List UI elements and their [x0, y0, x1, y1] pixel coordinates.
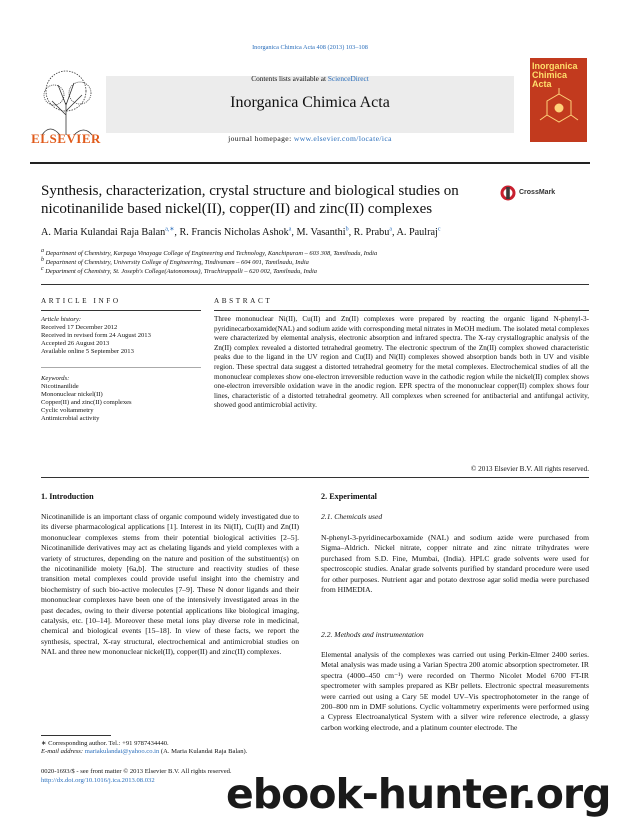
- contents-prefix: Contents lists available at: [251, 74, 328, 83]
- journal-citation[interactable]: Inorganica Chimica Acta 408 (2013) 103–108: [252, 44, 368, 51]
- keyword[interactable]: Antimicrobial activity: [41, 415, 100, 422]
- elsevier-wordmark: ELSEVIER: [31, 131, 101, 146]
- methods-heading: 2.2. Methods and instrumentation: [321, 630, 424, 639]
- issn-line: 0020-1693/$ - see front matter © 2013 Elsevier B.V. All rights reserved.: [41, 768, 232, 775]
- abstract-divider: [214, 310, 589, 311]
- cover-molecule-icon: [538, 88, 580, 132]
- keywords-divider: [41, 367, 201, 368]
- keyword[interactable]: Cyclic voltammetry: [41, 407, 94, 414]
- keyword[interactable]: Nicotinanilide: [41, 383, 79, 390]
- homepage-link[interactable]: www.elsevier.com/locate/ica: [293, 134, 392, 143]
- author[interactable]: M. Vasanthi$^b$,: [296, 227, 354, 239]
- contents-line: [106, 74, 514, 83]
- author[interactable]: R. Francis Nicholas Ashok$^a$,: [179, 227, 297, 239]
- keyword[interactable]: Mononuclear nickel(II): [41, 391, 103, 398]
- author[interactable]: A. Maria Kulandai Raja Balan$^{a,∗}$,: [41, 227, 180, 239]
- chemicals-text: N-phenyl-3-pyridinecarboxamide (NAL) and sodium azide were purchased from Sigma–Aldrich. Nickel nitrate, copper nitrate and zinc nitrate trihydrates were purchased from S.D. Fine, Mumbai, (India). HPLC grade solvents were used for spectroscopic studies. Analar grade solvents purified by standard procedure were used for other purposes. Nutrient agar and potato dextrose agar solid media were purchased from HIMEDIA.: [321, 533, 589, 595]
- history-item: Received in revised form 24 August 2013: [41, 332, 151, 339]
- info-divider: [41, 310, 201, 311]
- history-label: Article history:: [41, 316, 82, 323]
- article-title: Synthesis, characterization, crystal structure and biological studies on nicotinanilide based nickel(II), copper(II) and zinc(II) complexes: [41, 183, 459, 217]
- introduction-heading: 1. Introduction: [41, 492, 94, 501]
- crossmark-label[interactable]: CrossMark: [519, 189, 556, 196]
- methods-text: Elemental analysis of the complexes was carried out using Perkin-Elmer 2400 series. Metal analysis was made using a Varian Spectra 200 atomic absorption spectrometer. IR spectra (4000–450 cm⁻¹) were recorded on Thermo Nicolet Model 6700 FT-IR spectrometer with samples prepared as KBr pellets. Electronic spectral measurements were carried out using a Cary 5E model UV–Vis spectrophotometer in the range of 200–800 nm in DMF solutions. Cyclic voltammetry experiments were performed using a Cypress Electroanalytical System with a silver wire reference electrode, a glassy carbon working electrode, and a platinum counter electrode. The: [321, 650, 589, 732]
- abstract-heading: ABSTRACT: [214, 297, 273, 305]
- abstract-text: Three mononuclear Ni(II), Cu(II) and Zn(II) complexes were prepared by reacting the organic ligand N-phenyl-3-pyridinecarboxamide(NAL) and sodium azide with corresponding metal nitrates in MeOH medium. The isolated metal complexes were characterized by elemental analysis, electronic absorption and infrared spectra. The X-ray crystallographic analysis of the Zn(II) complex revealed a distorted tetrahedral geometry. The electronic spectrum of the Zn(II) complex showed characteristic peaks due to the ligand in the UV region and Cu(II) and Ni(II) complexes showed absorption bands both in UV and visible region. These spectral data suggest a distorted tetrahedral geometry for the metal complexes. Electrochemical studies of all the mononuclear complexes show one-electron irreversible reduction wave in the cathodic region while the nickel(II) complex shows one-electron irreversible oxidation wave in the anodic region. EPR spectra of the mononuclear copper(II) complex shows four lines, characteristic of a distorted tetrahedral geometry. All complexes when screened for antibacterial and antifungal activity, showed good antimicrobial activity.: [214, 315, 589, 410]
- abstract-copyright: © 2013 Elsevier B.V. All rights reserved.: [470, 465, 589, 473]
- sciencedirect-link[interactable]: ScienceDirect: [327, 74, 369, 83]
- watermark-text: ebook-hunter.org: [226, 770, 611, 818]
- header-divider: [30, 162, 590, 164]
- affiliation-c: $^c$ Department of Chemistry, St. Joseph's College(Autonomous), Tiruchirappalli – 620 002, Tamilnadu, India: [41, 266, 317, 276]
- corresponding-author-note: ∗ Corresponding author. Tel.: +91 9787434440.: [41, 740, 169, 747]
- chemicals-heading: 2.1. Chemicals used: [321, 512, 383, 521]
- cover-title: Inorganica Chimica Acta: [532, 61, 578, 89]
- journal-title: Inorganica Chimica Acta: [230, 94, 390, 111]
- abstract-end-divider: [41, 477, 589, 478]
- author-list: [41, 226, 601, 238]
- history-item: Accepted 26 August 2013: [41, 340, 110, 347]
- author[interactable]: R. Prabu$^a$,: [353, 227, 397, 239]
- affiliation-b: $^b$ Department of Chemistry, University College of Engineering, Tindivanam – 604 001, Tamilnadu, India: [41, 257, 309, 267]
- footnote-divider: [41, 735, 111, 736]
- journal-homepage: [106, 134, 514, 143]
- article-info-heading: ARTICLE INFO: [41, 297, 121, 305]
- doi-link[interactable]: http://dx.doi.org/10.1016/j.ica.2013.08.032: [41, 777, 155, 784]
- homepage-prefix: journal homepage:: [228, 134, 294, 143]
- keyword[interactable]: Copper(II) and zinc(II) complexes: [41, 399, 132, 406]
- email-note: E-mail address: mariakulandai@yahoo.co.in (A. Maria Kulandai Raja Balan).: [41, 748, 248, 755]
- experimental-heading: 2. Experimental: [321, 492, 377, 501]
- keywords-label: Keywords:: [41, 375, 70, 382]
- crossmark-icon[interactable]: [500, 185, 516, 201]
- introduction-text: Nicotinanilide is an important class of organic compound widely investigated due to its diverse pharmacological applications [1]. Interest in its Ni(II), Cu(II) and Zn(II) mononuclear complexes stems from their potential biological activities [2–5]. Nicotinanilide derivatives may act as chelating ligands and yield complexes with a variety of structures, depending on the nature and position of the substituent(s) on the nicotinanilide moiety [6a,b]. The structure and reactivity studies of these transition metal complexes could provide useful insight into the chemistry and biochemistry of such bio-active molecules [7–9]. These N donor ligands and their mononuclear complexes have been one of the intensively investigated areas in the past decades, owing to their diverse potential applications like biological imaging, catalysis, etc. [10–14]. Moreover these metal ions play diverse role in medicinal, chemical and biological events [15–18]. In view of these facts, we report the synthesis, spectral, X-ray structural, electrochemical and antimicrobial studies on NAL and three new mononuclear nickel(II), copper(II) and zinc(II) complexes.: [41, 512, 299, 657]
- history-item: Available online 5 September 2013: [41, 348, 134, 355]
- author[interactable]: A. Paulraj$^c$: [396, 227, 441, 239]
- email-link[interactable]: mariakulandai@yahoo.co.in: [84, 748, 160, 755]
- history-item: Received 17 December 2012: [41, 324, 118, 331]
- affiliation-divider: [41, 284, 589, 285]
- affiliation-a: $^a$ Department of Chemistry, Karpaga Vinayaga College of Engineering and Technology, Kanchipuram – 603 308, Tamilnadu, India: [41, 248, 378, 258]
